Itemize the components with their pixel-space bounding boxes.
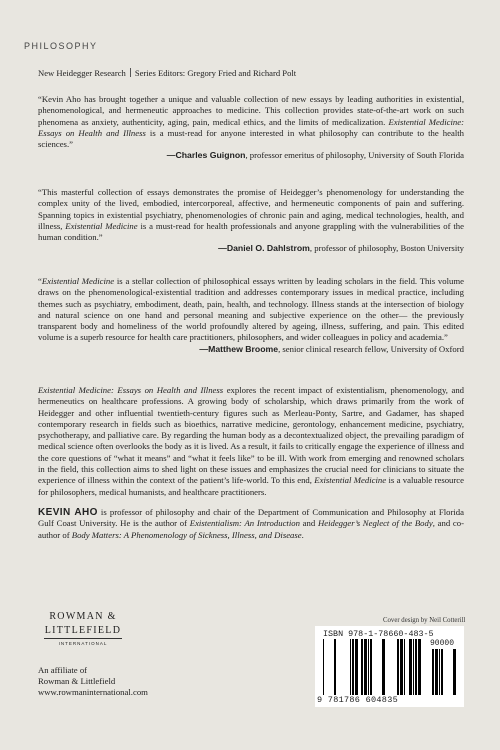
category-label: PHILOSOPHY <box>24 41 98 51</box>
blurb-text: “Kevin Aho has brought together a unique and valuable collection of new essays by leading authorities in existential, phenomenological, and hermeneutic approaches to medicine. This collection provides state-of-the-art work on such phenomena as anxiety, authenticity, aging, pain, medical ethics, and the limits of medicalization. Existential Medicine: Essays on Health and Illness is a must-read for anyone interested in what philosophy can contribute to the health sciences.” <box>38 94 465 150</box>
author-name: KEVIN AHO <box>38 507 98 518</box>
series-editors: Series Editors: Gregory Fried and Richard Polt <box>134 68 297 78</box>
isbn-number: ISBN 978-1-78660-483-5 <box>323 629 434 639</box>
book-description: Existential Medicine: Essays on Health and Illness explores the recent impact of existentialism, phenomenology, and hermeneutics on healthcare professions. A growing body of scholarship, which draws primarily from the work of Heidegger and other influential twentieth-century figures such as Merleau-Ponty, Sartre, and Gadamer, has shaped contemporary research in fields such as bioethics, narrative medicine, gerontology, enhancement medicine, psychiatry, psychotherapy, and palliative care. By regarding the human body as a decontextualized object, the prevailing paradigm of medical science often overlooks the body as it is lived. As a result, it fails to critically engage the experience of illness and the core questions of “what it means” and “what it feels like” to be ill. With work from emerging and renowned scholars in the field, this collection aims to shed light on these issues and emphasizes the crucial need for clinicians to situate the experience of illness within the context of the patient’s life-world. To this end, Existential Medicine is a valuable resource for philosophers, medical humanists, and healthcare practitioners. <box>38 385 465 497</box>
blurb-attribution: —Daniel O. Dahlstrom, professor of philosophy, Boston University <box>218 243 464 254</box>
author-bio: KEVIN AHO is professor of philosophy and chair of the Department of Communication and Philosophy at Florida Gulf Coast University. He is the author of Existentialism: An Introduction and Heidegger’s Neglect of the Body, and co-author of Body Matters: A Phenomenology of Sickness, Illness, and Disease. <box>38 507 465 540</box>
barcode-digits: 9 781786 604835 <box>317 695 399 705</box>
series-name: New Heidegger Research <box>38 68 126 78</box>
blurb-attribution: —Matthew Broome, senior clinical research fellow, University of Oxford <box>199 343 464 354</box>
publisher-website: www.rowmaninternational.com <box>38 687 148 697</box>
blurb-text: “This masterful collection of essays demonstrates the promise of Heidegger’s phenomenology for understanding the complex unity of the lived, embodied, intercorporeal, affective, and hermeneutic components of pain and suffering. Spanning topics in existential psychiatry, phenomenologies of chronic pain and aging, medical technologies, health, and illness, Existential Medicine is a must-read for health professionals and anyone grappling with the vulnerabilities of the human condition.” <box>38 187 465 243</box>
blurb-1 <box>38 94 464 162</box>
publisher-info <box>38 665 148 698</box>
series-line <box>38 68 296 78</box>
blurb-3 <box>38 276 464 355</box>
publisher-logo: ROWMAN & LITTLEFIELD INTERNATIONAL <box>44 611 122 646</box>
blurb-text: “Existential Medicine is a stellar collection of philosophical essays written by leading scholars in the field. This volume draws on the phenomenological-existential tradition and addresses contemporary issues in medical practice, including themes such as psychiatry, embodiment, death, pain, health, and technology. Illness stands at the intersection of biology and natural science on one hand and personal meaning and subjective experience on the other— the previously transparent body and homeliness of the world profoundly altered by ageing, illness, suffering, and pain. This edited volume is a superb resource for health care practitioners, philosophers, and wider colleagues in policy and academia.” <box>38 276 464 343</box>
cover-credit: Cover design by Neil Cotterill <box>383 617 466 624</box>
series-divider <box>130 68 131 77</box>
blurb-attribution: —Charles Guignon, professor emeritus of philosophy, University of South Florida <box>166 150 464 161</box>
parent-publisher: Rowman & Littlefield <box>38 676 116 686</box>
blurb-2 <box>38 187 464 255</box>
isbn-barcode: ISBN 978-1-78660-483-5 90000 9 781786 604835 <box>315 626 464 707</box>
barcode-bars <box>323 639 427 695</box>
affiliate-line: An affiliate of <box>38 665 88 675</box>
